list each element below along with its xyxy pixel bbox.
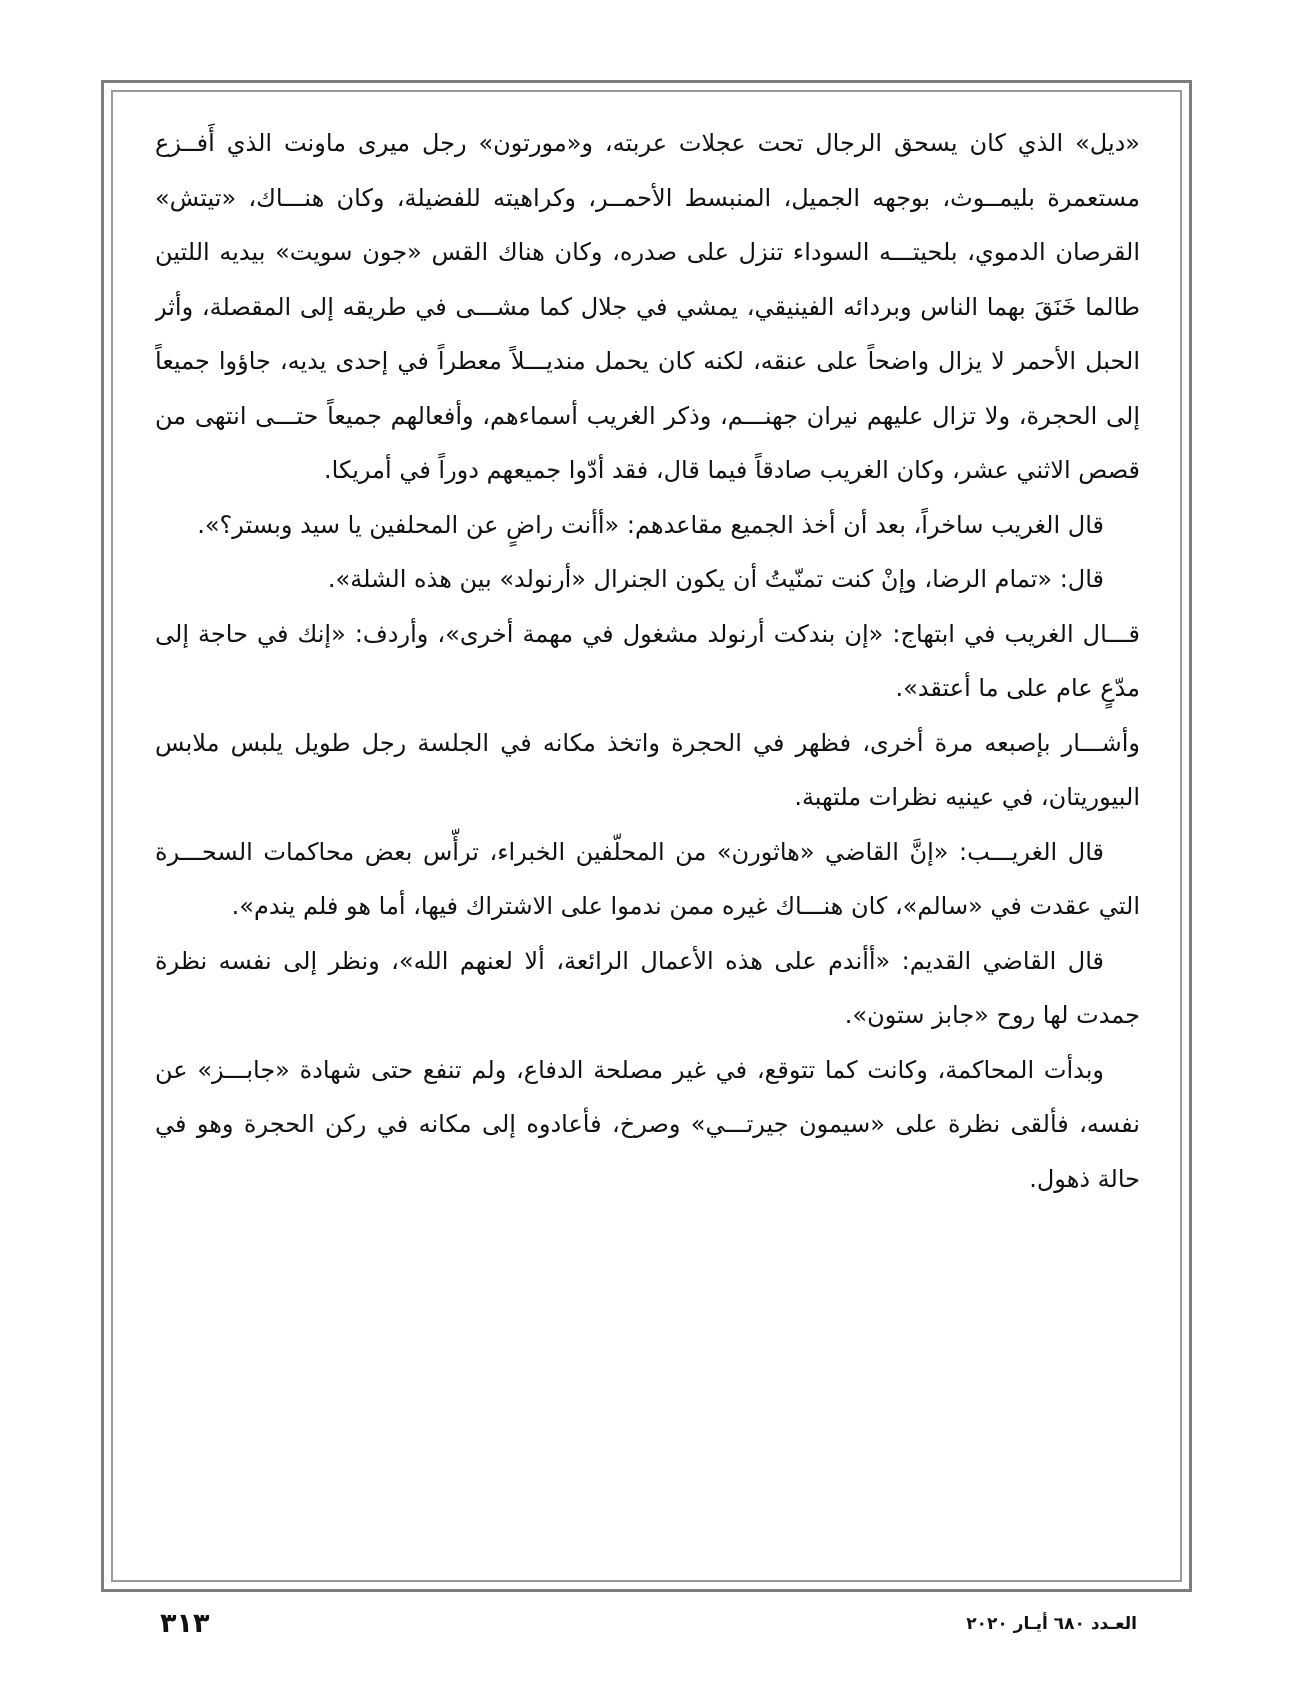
paragraph-1: «ديل» الذي كان يسحق الرجال تحت عجلات عربته، و«مورتون» رجل ميرى ماونت الذي أَفــزع مستعمرة بليمــوث، بوجهه الجميل، المنبسط الأحمــر، وكراهيته للفضيلة، وكان هنـــاك، «تيتش» القرصان الدموي، بلحيتـــه السوداء تنزل على صدره، وكان هناك القس «جون سويت» بيديه اللتين طالما خَنَقَ بهما الناس وبردائه الفينيقي، يمشي في جلال كما مشـــى في طريقه إلى المقصلة، وأثر الحبل الأحمر لا يزال واضحاً على عنقه، لكنه كان يحمل منديـــلاً معطراً في إحدى يديه، جاؤوا جميعاً إلى الحجرة، ولا تزال عليهم نيران جهنـــم، وذكر الغريب أسماءهم، وأفعالهم جميعاً حتـــى انتهى من قصص الاثني عشر، وكان الغريب صادقاً فيما قال، فقد أدّوا جميعهم دوراً في أمريكا.: [155, 129, 1140, 484]
page-number: ٣١٣: [160, 1608, 210, 1639]
paragraph-2: قال الغريب ساخراً، بعد أن أخذ الجميع مقاعدهم: «أأنت راضٍ عن المحلفين يا سيد وبستر؟».: [197, 510, 1104, 539]
paragraph-6: قال الغريـــب: «إنَّ القاضي «هاثورن» من المحلّفين الخبراء، ترأّس بعض محاكمات السحـــرة التي عقدت في «سالم»، كان هنـــاك غيره ممن ندموا على الاشتراك فيها، أما هو فلم يندم».: [155, 837, 1140, 920]
paragraph-4: قـــال الغريب في ابتهاج: «إن بندكت أرنولد مشغول في مهمة أخرى»، وأردف: «إنك في حاجة إلى مدّعٍ عام على ما أعتقد».: [155, 619, 1140, 702]
paragraph-5: وأشـــار بإصبعه مرة أخرى، فظهر في الحجرة واتخذ مكانه في الجلسة رجل طويل يلبس ملابس البيوريتان، في عينيه نظرات ملتهبة.: [155, 728, 1140, 811]
paragraph-8: وبدأت المحاكمة، وكانت كما تتوقع، في غير مصلحة الدفاع، ولم تنفع حتى شهادة «جابـــز» عن نفسه، فألقى نظرة على «سيمون جيرتـــي» وصرخ، فأعادوه إلى مكانه في ركن الحجرة وهو في حالة ذهول.: [155, 1055, 1140, 1193]
issue-info: العـدد ٦٨٠ أيـار ٢٠٢٠: [966, 1614, 1137, 1634]
article-body: [155, 116, 1140, 1566]
paragraph-3: قال: «تمام الرضا، وإنْ كنت تمنّيتُ أن يكون الجنرال «أرنولد» بين هذه الشلة».: [327, 565, 1104, 593]
paragraph-7: قال القاضي القديم: «أأندم على هذه الأعمال الرائعة، ألا لعنهم الله»، ونظر إلى نفسه نظرة جمدت لها روح «جابز ستون».: [155, 946, 1140, 1029]
